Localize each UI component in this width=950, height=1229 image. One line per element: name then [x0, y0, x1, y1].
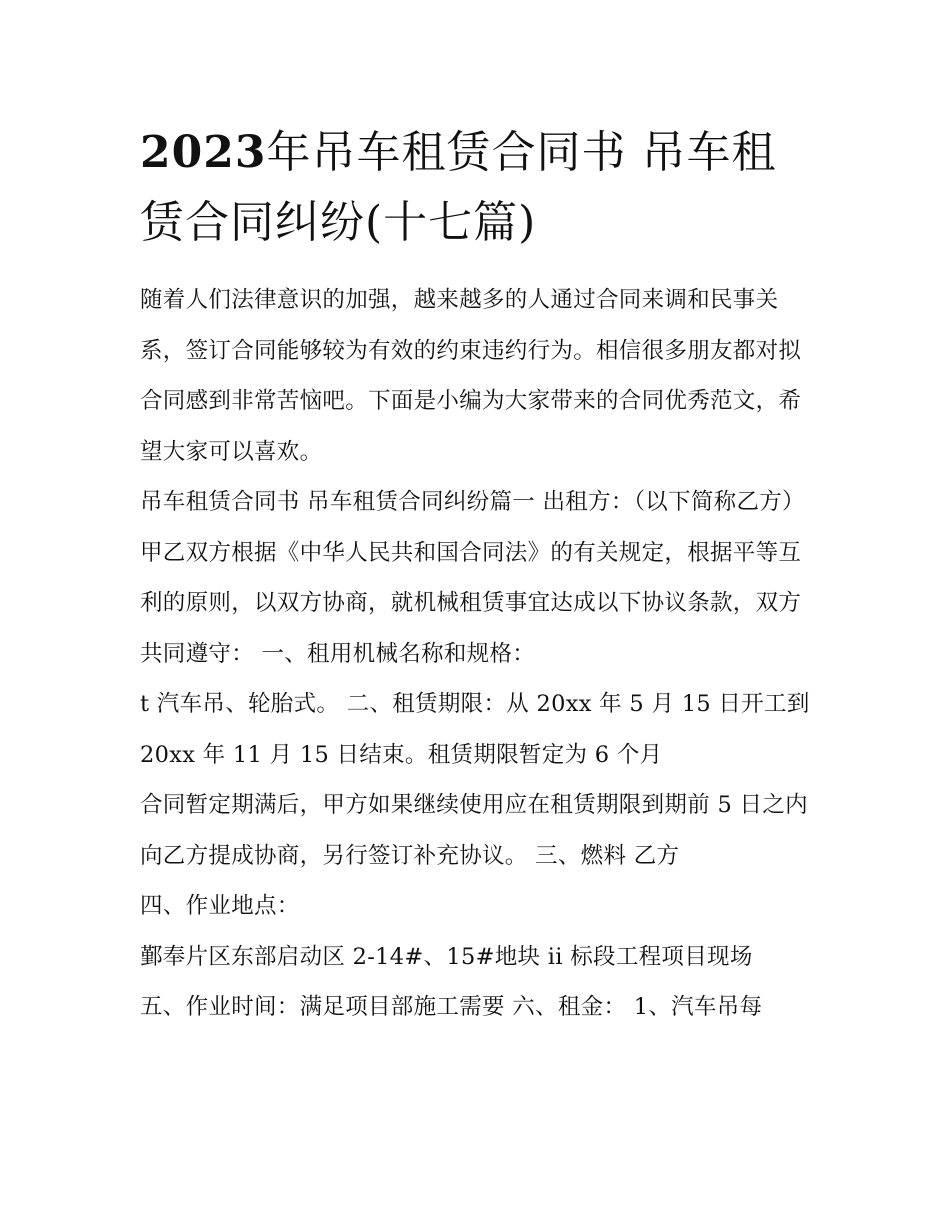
- paragraph-lease-term: t 汽车吊、轮胎式。 二、租赁期限：从 20xx 年 5 月 15 日开工到 20xx 年 11 月 15 日结束。租赁期限暂定为 6 个月: [140, 691, 810, 768]
- title-text: 年吊车租赁合同书 吊车租赁合同纠纷(十七篇): [140, 127, 777, 248]
- paragraph-heading-lessor: 吊车租赁合同书 吊车租赁合同纠纷篇一 出租方：（以下简称乙方）: [140, 489, 805, 515]
- document-title: [140, 118, 820, 258]
- paragraph-agreement: 甲乙双方根据《中华人民共和国合同法》的有关规定，根据平等互利的原则，以双方协商，就机械租赁事宜达成以下协议条款，双方共同遵守： 一、租用机械名称和规格：: [140, 539, 802, 667]
- paragraph-location-heading: 四、作业地点：: [140, 893, 300, 919]
- title-year: 2023: [140, 127, 267, 178]
- paragraph-extension: 合同暂定期满后，甲方如果继续使用应在租赁期限到期前 5 日之内向乙方提成协商，另行签订补充协议。 三、燃料 乙方: [140, 792, 808, 869]
- paragraph-location: 鄞奉片区东部启动区 2-14#、15#地块 ii 标段工程项目现场: [140, 943, 753, 970]
- paragraph-intro: 随着人们法律意识的加强，越来越多的人通过合同来调和民事关系，签订合同能够较为有效的约束违约行为。相信很多朋友都对拟合同感到非常苦恼吧。下面是小编为大家带来的合同优秀范文，希望大家可以喜欢。: [140, 287, 802, 465]
- document-page: [140, 118, 820, 1033]
- paragraph-work-time: 五、作业时间：满足项目部施工需要 六、租金： 1、汽车吊每: [140, 994, 763, 1020]
